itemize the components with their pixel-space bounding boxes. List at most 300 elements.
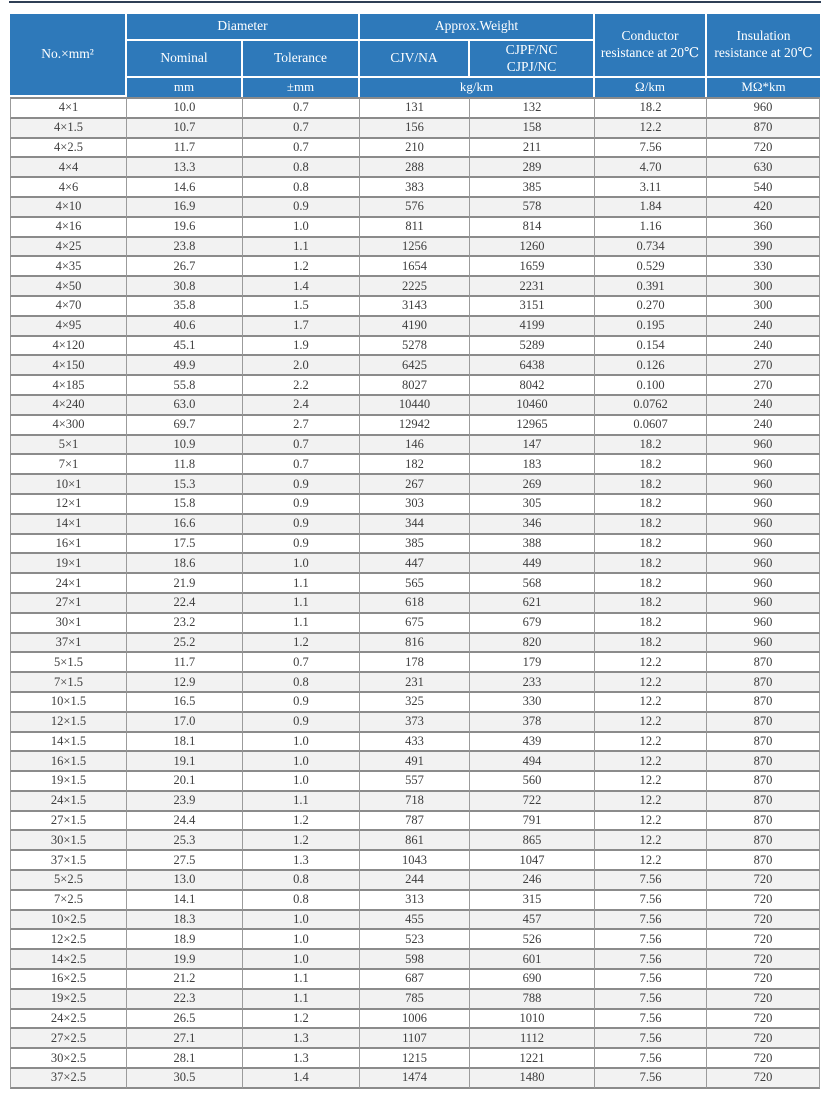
table-cell: 2231 [470,277,595,297]
table-cell: 2.2 [243,376,360,396]
table-cell: 10×2.5 [10,911,127,931]
table-cell: 960 [707,535,820,555]
table-cell: 960 [707,634,820,654]
table-cell: 1.1 [243,792,360,812]
table-cell: 1.7 [243,317,360,337]
table-cell: 870 [707,653,820,673]
table-cell: 183 [470,455,595,475]
table-row [10,970,820,990]
table-cell: 288 [360,158,470,178]
table-cell: 8042 [470,376,595,396]
table-cell: 4×16 [10,218,127,238]
table-cell: 7×1.5 [10,673,127,693]
table-cell: 1.0 [243,911,360,931]
table-cell: 19×1.5 [10,772,127,792]
table-row [10,475,820,495]
table-cell: 10.7 [127,119,243,139]
table-cell: 1107 [360,1029,470,1049]
table-cell: 7.56 [595,871,707,891]
table-cell: 30.8 [127,277,243,297]
table-cell: 13.0 [127,871,243,891]
table-cell: 4×4 [10,158,127,178]
table-cell: 690 [470,970,595,990]
cjpf-line: CJPF/NC [505,41,558,57]
table-cell: 270 [707,376,820,396]
table-row [10,950,820,970]
table-cell: 7×1 [10,455,127,475]
table-cell: 1.0 [243,554,360,574]
table-cell: 960 [707,594,820,614]
table-cell: 7.56 [595,1069,707,1089]
table-cell: 5289 [470,337,595,357]
table-cell: 30×2.5 [10,1049,127,1069]
table-cell: 24.4 [127,812,243,832]
table-cell: 10×1.5 [10,693,127,713]
table-cell: 12942 [360,416,470,436]
table-cell: 0.126 [595,356,707,376]
table-cell: 598 [360,950,470,970]
table-cell: 1006 [360,1010,470,1030]
table-cell: 4190 [360,317,470,337]
table-cell: 788 [470,990,595,1010]
table-cell: 132 [470,97,595,119]
table-cell: 1221 [470,1049,595,1069]
table-cell: 0.8 [243,891,360,911]
table-cell: 565 [360,574,470,594]
table-cell: 24×1 [10,574,127,594]
table-cell: 240 [707,396,820,416]
table-cell: 4×95 [10,317,127,337]
table-row [10,911,820,931]
table-cell: 27.1 [127,1029,243,1049]
table-row [10,218,820,238]
table-cell: 7.56 [595,930,707,950]
table-cell: 447 [360,554,470,574]
table-cell: 28.1 [127,1049,243,1069]
table-cell: 491 [360,752,470,772]
table-row [10,97,820,119]
table-cell: 373 [360,713,470,733]
table-cell: 621 [470,594,595,614]
table-cell: 1.0 [243,733,360,753]
table-cell: 675 [360,614,470,634]
table-row [10,634,820,654]
table-cell: 388 [470,535,595,555]
table-cell: 305 [470,495,595,515]
table-cell: 383 [360,178,470,198]
unit-ohm-km: Ω/km [595,78,707,97]
table-cell: 15.8 [127,495,243,515]
table-cell: 4×25 [10,238,127,258]
table-cell: 12.2 [595,812,707,832]
table-cell: 449 [470,554,595,574]
col-header-nominal: Nominal [127,41,243,78]
table-row [10,891,820,911]
table-cell: 455 [360,911,470,931]
table-cell: 147 [470,436,595,456]
table-body [10,97,820,1089]
table-cell: 523 [360,930,470,950]
table-cell: 8027 [360,376,470,396]
table-cell: 2.7 [243,416,360,436]
header-group-row [10,14,820,41]
table-row [10,653,820,673]
table-cell: 16×2.5 [10,970,127,990]
table-cell: 18.2 [595,574,707,594]
table-cell: 785 [360,990,470,1010]
table-cell: 10.9 [127,436,243,456]
table-cell: 720 [707,1010,820,1030]
table-cell: 687 [360,970,470,990]
table-cell: 540 [707,178,820,198]
table-cell: 720 [707,1069,820,1089]
table-cell: 870 [707,733,820,753]
table-cell: 0.391 [595,277,707,297]
table-cell: 27×2.5 [10,1029,127,1049]
table-cell: 40.6 [127,317,243,337]
table-row [10,455,820,475]
table-cell: 1.1 [243,574,360,594]
table-cell: 679 [470,614,595,634]
table-cell: 0.100 [595,376,707,396]
table-cell: 244 [360,871,470,891]
table-row [10,119,820,139]
table-cell: 1.2 [243,812,360,832]
table-cell: 4×70 [10,297,127,317]
table-cell: 0.8 [243,673,360,693]
table-cell: 24×2.5 [10,1010,127,1030]
table-cell: 313 [360,891,470,911]
table-cell: 5278 [360,337,470,357]
table-cell: 0.9 [243,495,360,515]
table-cell: 787 [360,812,470,832]
table-cell: 3143 [360,297,470,317]
col-header-conductor-resistance: Conductor resistance at 20℃ [595,14,707,78]
table-cell: 5×1.5 [10,653,127,673]
table-cell: 420 [707,198,820,218]
table-cell: 1215 [360,1049,470,1069]
table-cell: 14×1.5 [10,733,127,753]
table-cell: 1480 [470,1069,595,1089]
table-cell: 960 [707,614,820,634]
table-cell: 960 [707,475,820,495]
table-cell: 131 [360,97,470,119]
table-cell: 0.195 [595,317,707,337]
table-cell: 156 [360,119,470,139]
table-cell: 37×1.5 [10,851,127,871]
table-cell: 4×35 [10,257,127,277]
table-cell: 870 [707,792,820,812]
table-row [10,693,820,713]
table-cell: 11.7 [127,653,243,673]
table-cell: 865 [470,831,595,851]
table-cell: 16.6 [127,515,243,535]
table-row [10,614,820,634]
table-cell: 18.2 [595,614,707,634]
table-row [10,515,820,535]
table-cell: 0.9 [243,693,360,713]
table-cell: 0.7 [243,139,360,159]
table-cell: 0.7 [243,97,360,119]
table-cell: 12.2 [595,653,707,673]
table-cell: 3.11 [595,178,707,198]
table-row [10,752,820,772]
table-cell: 2.4 [243,396,360,416]
table-cell: 960 [707,495,820,515]
table-cell: 16.9 [127,198,243,218]
unit-mohm-km: MΩ*km [707,78,820,97]
table-cell: 346 [470,515,595,535]
table-cell: 1.1 [243,970,360,990]
table-cell: 16×1 [10,535,127,555]
table-cell: 4×150 [10,356,127,376]
col-header-insulation-resistance: Insulation resistance at 20℃ [707,14,820,78]
table-row [10,436,820,456]
table-cell: 1.0 [243,218,360,238]
table-cell: 720 [707,930,820,950]
table-cell: 21.9 [127,574,243,594]
table-cell: 720 [707,891,820,911]
table-cell: 0.7 [243,436,360,456]
table-cell: 2225 [360,277,470,297]
table-cell: 240 [707,416,820,436]
table-row [10,930,820,950]
table-cell: 7.56 [595,1010,707,1030]
table-row [10,1069,820,1089]
table-cell: 1.5 [243,297,360,317]
table-cell: 231 [360,673,470,693]
table-cell: 960 [707,574,820,594]
cable-spec-table [10,14,820,1089]
table-cell: 1474 [360,1069,470,1089]
table-cell: 7.56 [595,911,707,931]
table-cell: 146 [360,436,470,456]
table-row [10,139,820,159]
table-cell: 12.2 [595,851,707,871]
table-cell: 4×1.5 [10,119,127,139]
table-cell: 24×1.5 [10,792,127,812]
table-cell: 1.1 [243,614,360,634]
table-row [10,990,820,1010]
table-row [10,416,820,436]
col-header-cjpf-cjpj [470,41,595,78]
table-cell: 12.2 [595,831,707,851]
table-cell: 210 [360,139,470,159]
table-row [10,713,820,733]
table-cell: 870 [707,812,820,832]
table-cell: 722 [470,792,595,812]
table-cell: 45.1 [127,337,243,357]
table-cell: 390 [707,238,820,258]
table-cell: 1.3 [243,851,360,871]
table-cell: 289 [470,158,595,178]
table-cell: 49.9 [127,356,243,376]
table-cell: 18.2 [595,97,707,119]
table-cell: 7.56 [595,891,707,911]
table-cell: 718 [360,792,470,812]
table-cell: 270 [707,356,820,376]
table-cell: 23.2 [127,614,243,634]
table-cell: 179 [470,653,595,673]
table-cell: 601 [470,950,595,970]
table-cell: 439 [470,733,595,753]
table-cell: 6438 [470,356,595,376]
table-cell: 1.1 [243,990,360,1010]
table-cell: 4.70 [595,158,707,178]
table-cell: 19.9 [127,950,243,970]
table-cell: 1.3 [243,1049,360,1069]
table-cell: 15.3 [127,475,243,495]
table-cell: 18.2 [595,515,707,535]
table-cell: 10.0 [127,97,243,119]
table-cell: 560 [470,772,595,792]
table-cell: 21.2 [127,970,243,990]
table-cell: 6425 [360,356,470,376]
table-row [10,1049,820,1069]
table-row [10,673,820,693]
table-cell: 1256 [360,238,470,258]
table-cell: 820 [470,634,595,654]
table-cell: 0.9 [243,475,360,495]
table-cell: 18.9 [127,930,243,950]
table-cell: 870 [707,772,820,792]
table-cell: 17.0 [127,713,243,733]
table-cell: 861 [360,831,470,851]
col-header-cjv-na: CJV/NA [360,41,470,78]
table-cell: 18.6 [127,554,243,574]
table-cell: 0.7 [243,653,360,673]
table-cell: 18.2 [595,475,707,495]
table-cell: 1112 [470,1029,595,1049]
table-cell: 12.2 [595,713,707,733]
table-cell: 18.2 [595,535,707,555]
table-cell: 720 [707,1029,820,1049]
table-cell: 618 [360,594,470,614]
table-cell: 11.7 [127,139,243,159]
table-row [10,1029,820,1049]
table-cell: 27.5 [127,851,243,871]
table-cell: 1.1 [243,238,360,258]
table-cell: 1043 [360,851,470,871]
table-cell: 240 [707,317,820,337]
table-cell: 870 [707,851,820,871]
table-cell: 69.7 [127,416,243,436]
table-cell: 4×6 [10,178,127,198]
table-row [10,871,820,891]
table-cell: 5×1 [10,436,127,456]
table-cell: 14.1 [127,891,243,911]
table-cell: 18.2 [595,455,707,475]
table-cell: 3151 [470,297,595,317]
table-cell: 16×1.5 [10,752,127,772]
table-cell: 960 [707,455,820,475]
table-row [10,356,820,376]
table-cell: 18.2 [595,495,707,515]
table-cell: 1.3 [243,1029,360,1049]
table-cell: 12.2 [595,792,707,812]
table-cell: 1.2 [243,831,360,851]
table-cell: 870 [707,119,820,139]
table-cell: 720 [707,990,820,1010]
table-cell: 30×1 [10,614,127,634]
table-cell: 300 [707,297,820,317]
table-cell: 433 [360,733,470,753]
table-cell: 1654 [360,257,470,277]
table-cell: 720 [707,950,820,970]
table-cell: 18.2 [595,436,707,456]
col-header-no-mm2: No.×mm² [10,14,127,97]
table-cell: 26.5 [127,1010,243,1030]
table-cell: 1.2 [243,1010,360,1030]
table-cell: 1260 [470,238,595,258]
table-cell: 1010 [470,1010,595,1030]
table-cell: 4×120 [10,337,127,357]
table-cell: 4×10 [10,198,127,218]
table-cell: 7×2.5 [10,891,127,911]
table-cell: 1.16 [595,218,707,238]
table-cell: 211 [470,139,595,159]
table-cell: 55.8 [127,376,243,396]
table-cell: 4×300 [10,416,127,436]
table-cell: 360 [707,218,820,238]
table-row [10,178,820,198]
table-cell: 870 [707,831,820,851]
table-cell: 1.0 [243,772,360,792]
table-cell: 1.2 [243,634,360,654]
table-cell: 1.0 [243,930,360,950]
table-row [10,831,820,851]
table-cell: 1.0 [243,752,360,772]
table-cell: 12×1.5 [10,713,127,733]
table-cell: 330 [470,693,595,713]
table-cell: 1047 [470,851,595,871]
table-cell: 16.5 [127,693,243,713]
table-cell: 12×1 [10,495,127,515]
table-cell: 1.0 [243,950,360,970]
table-cell: 27×1 [10,594,127,614]
table-cell: 0.7 [243,119,360,139]
table-cell: 0.270 [595,297,707,317]
table-row [10,772,820,792]
table-cell: 4199 [470,317,595,337]
table-cell: 11.8 [127,455,243,475]
table-cell: 0.9 [243,713,360,733]
table-cell: 12.2 [595,693,707,713]
table-cell: 22.4 [127,594,243,614]
table-cell: 19×2.5 [10,990,127,1010]
table-row [10,495,820,515]
unit-kg-km: kg/km [360,78,595,97]
table-cell: 1.84 [595,198,707,218]
table-cell: 12.2 [595,733,707,753]
table-cell: 23.8 [127,238,243,258]
table-cell: 19.1 [127,752,243,772]
table-row [10,158,820,178]
table-cell: 240 [707,337,820,357]
table-row [10,1010,820,1030]
table-cell: 0.8 [243,178,360,198]
table-row [10,733,820,753]
table-cell: 1.4 [243,1069,360,1089]
table-cell: 12.2 [595,673,707,693]
table-cell: 12.9 [127,673,243,693]
table-cell: 14.6 [127,178,243,198]
table-cell: 30.5 [127,1069,243,1089]
table-cell: 4×240 [10,396,127,416]
table-row [10,396,820,416]
table-cell: 378 [470,713,595,733]
table-row [10,554,820,574]
